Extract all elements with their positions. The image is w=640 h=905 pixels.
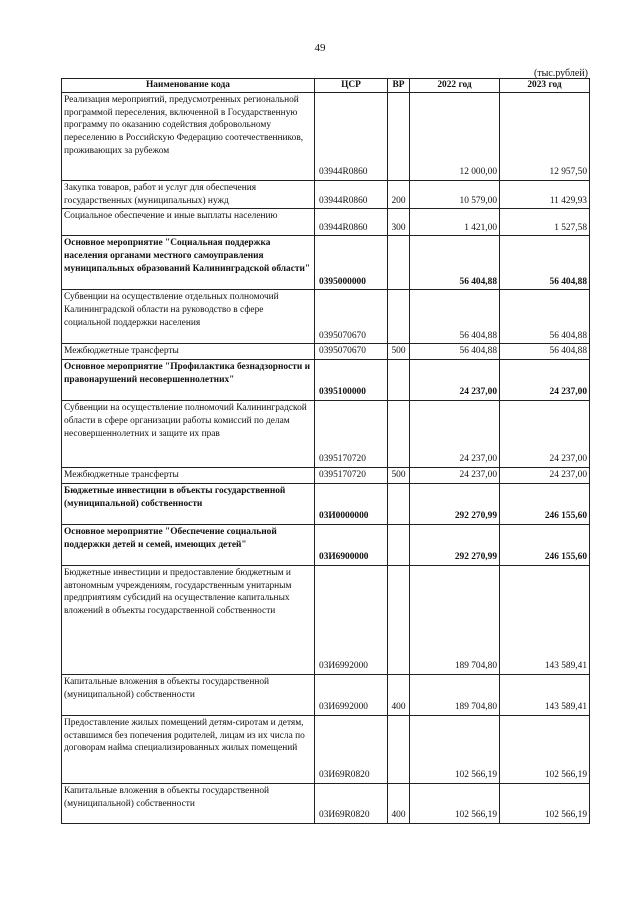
row-value-2022: 189 704,80 (410, 674, 500, 715)
table-row (62, 468, 590, 484)
row-csr-code: 03И69R0820 (315, 783, 388, 823)
row-vr-code (388, 290, 410, 344)
row-value-2023: 12 957,50 (500, 92, 590, 180)
row-value-2022: 56 404,88 (410, 344, 500, 360)
row-name: Субвенции на осуществление отдельных полномочий Калининградской области на руководство в сфере социальной поддержки населения (62, 290, 315, 344)
row-csr-code: 03И0000000 (315, 483, 388, 524)
row-name: Бюджетные инвестиции и предоставление бюджетным и автономным учреждениям, государственным унитарным предприятиям субсидий на осуществление капитальных вложений в объекты государственной собственности (62, 565, 315, 674)
row-value-2023: 56 404,88 (500, 344, 590, 360)
row-value-2023: 143 589,41 (500, 674, 590, 715)
row-vr-code: 200 (388, 180, 410, 209)
table-header-row (62, 79, 590, 93)
row-csr-code: 03И69R0820 (315, 715, 388, 783)
row-value-2023: 102 566,19 (500, 783, 590, 823)
row-vr-code (388, 401, 410, 468)
header-csr: ЦСР (315, 79, 388, 93)
row-vr-code (388, 483, 410, 524)
row-value-2022: 56 404,88 (410, 290, 500, 344)
row-value-2022: 24 237,00 (410, 468, 500, 484)
row-value-2022: 12 000,00 (410, 92, 500, 180)
row-value-2022: 24 237,00 (410, 401, 500, 468)
table-row (62, 209, 590, 236)
row-value-2022: 1 421,00 (410, 209, 500, 236)
units-label: (тыс.рублей) (533, 68, 588, 79)
row-vr-code: 500 (388, 344, 410, 360)
row-name: Основное мероприятие "Обеспечение социальной поддержки детей и семей, имеющих детей" (62, 524, 315, 565)
row-value-2023: 102 566,19 (500, 715, 590, 783)
row-name: Основное мероприятие "Профилактика безнадзорности и правонарушений несовершеннолетних" (62, 360, 315, 401)
budget-table (61, 78, 590, 824)
row-csr-code: 0395070670 (315, 344, 388, 360)
row-csr-code: 03И6992000 (315, 674, 388, 715)
header-name: Наименование кода (62, 79, 315, 93)
table-row (62, 92, 590, 180)
table-row (62, 344, 590, 360)
page-number: 49 (314, 42, 326, 54)
row-csr-code: 03944R0860 (315, 180, 388, 209)
row-vr-code: 400 (388, 783, 410, 823)
row-vr-code (388, 715, 410, 783)
table-row (62, 565, 590, 674)
row-csr-code: 03И6900000 (315, 524, 388, 565)
table-row (62, 674, 590, 715)
table-row (62, 783, 590, 823)
row-value-2023: 56 404,88 (500, 290, 590, 344)
row-value-2023: 24 237,00 (500, 401, 590, 468)
table-row (62, 715, 590, 783)
row-csr-code: 0395170720 (315, 401, 388, 468)
row-name: Бюджетные инвестиции в объекты государственной (муниципальной) собственности (62, 483, 315, 524)
row-csr-code: 0395170720 (315, 468, 388, 484)
row-value-2023: 24 237,00 (500, 360, 590, 401)
row-name: Закупка товаров, работ и услуг для обеспечения государственных (муниципальных) нужд (62, 180, 315, 209)
row-csr-code: 0395000000 (315, 236, 388, 290)
row-vr-code (388, 92, 410, 180)
row-vr-code: 400 (388, 674, 410, 715)
row-value-2022: 56 404,88 (410, 236, 500, 290)
header-vr: ВР (388, 79, 410, 93)
row-value-2023: 246 155,60 (500, 483, 590, 524)
table-row (62, 401, 590, 468)
row-value-2023: 24 237,00 (500, 468, 590, 484)
table-row (62, 483, 590, 524)
row-value-2022: 189 704,80 (410, 565, 500, 674)
row-csr-code: 03944R0860 (315, 209, 388, 236)
row-value-2023: 56 404,88 (500, 236, 590, 290)
row-value-2022: 10 579,00 (410, 180, 500, 209)
table-row (62, 524, 590, 565)
row-csr-code: 03И6992000 (315, 565, 388, 674)
row-value-2023: 143 589,41 (500, 565, 590, 674)
row-name: Основное мероприятие "Социальная поддержка населения органами местного самоуправления муниципальных образований Калининградской области" (62, 236, 315, 290)
row-value-2022: 292 270,99 (410, 483, 500, 524)
row-vr-code: 500 (388, 468, 410, 484)
row-name: Капитальные вложения в объекты государственной (муниципальной) собственности (62, 783, 315, 823)
table-body (62, 92, 590, 823)
row-name: Межбюджетные трансферты (62, 468, 315, 484)
table-row (62, 360, 590, 401)
row-value-2022: 292 270,99 (410, 524, 500, 565)
table-row (62, 180, 590, 209)
row-vr-code (388, 524, 410, 565)
row-csr-code: 0395100000 (315, 360, 388, 401)
row-name: Социальное обеспечение и иные выплаты населению (62, 209, 315, 236)
row-name: Предоставление жилых помещений детям-сиротам и детям, оставшимся без попечения родителей, лицам из их числа по договорам найма специализированных жилых помещений (62, 715, 315, 783)
header-year-2022: 2022 год (410, 79, 500, 93)
row-value-2023: 11 429,93 (500, 180, 590, 209)
row-name: Межбюджетные трансферты (62, 344, 315, 360)
row-vr-code (388, 360, 410, 401)
row-vr-code (388, 565, 410, 674)
row-vr-code (388, 236, 410, 290)
row-csr-code: 03944R0860 (315, 92, 388, 180)
row-vr-code: 300 (388, 209, 410, 236)
row-value-2023: 246 155,60 (500, 524, 590, 565)
table-row (62, 236, 590, 290)
row-name: Субвенции на осуществление полномочий Калининградской области в сфере организации работы комиссий по делам несовершеннолетних и защите их прав (62, 401, 315, 468)
row-csr-code: 0395070670 (315, 290, 388, 344)
row-value-2022: 24 237,00 (410, 360, 500, 401)
row-name: Реализация мероприятий, предусмотренных региональной программой переселения, включенной в Государственную программу по оказанию содействия добровольному переселению в Российскую Федерацию соотечественников, проживающих за рубежом (62, 92, 315, 180)
row-name: Капитальные вложения в объекты государственной (муниципальной) собственности (62, 674, 315, 715)
row-value-2022: 102 566,19 (410, 783, 500, 823)
header-year-2023: 2023 год (500, 79, 590, 93)
row-value-2023: 1 527,58 (500, 209, 590, 236)
row-value-2022: 102 566,19 (410, 715, 500, 783)
table-row (62, 290, 590, 344)
